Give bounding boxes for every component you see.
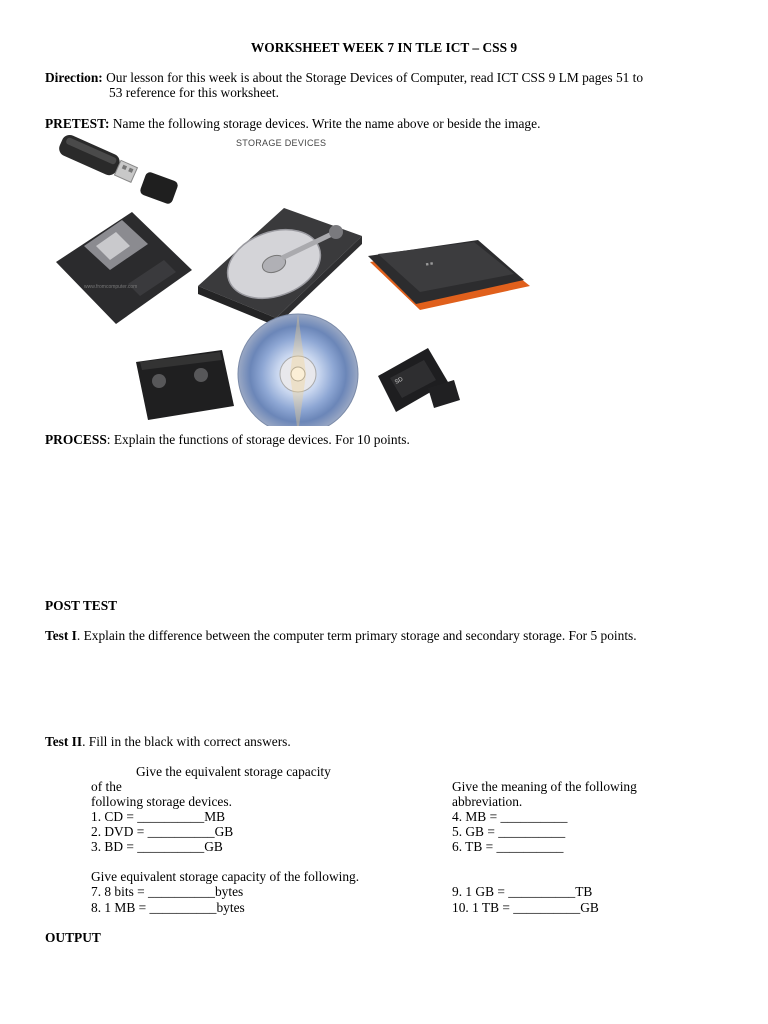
- usb-flash-drive-icon: [57, 134, 179, 205]
- hard-disk-drive-icon: [198, 208, 362, 326]
- item-gb: 5. GB = __________: [452, 824, 566, 839]
- item-cd: 1. CD = __________MB: [91, 809, 226, 824]
- direction-line2: 53 reference for this worksheet.: [109, 85, 279, 100]
- storage-devices-image: [44, 134, 534, 426]
- process-label: PROCESS: [45, 432, 107, 447]
- test1-line: [45, 628, 637, 644]
- direction-text: Our lesson for this week is about the Storage Devices of Computer, read ICT CSS 9 LM pages 51 to: [102, 70, 644, 85]
- figure-watermark: www.fromcomputer.com: [84, 284, 138, 290]
- process-text: : Explain the functions of storage devices. For 10 points.: [106, 432, 410, 447]
- left-heading-line1: Give the equivalent storage capacity: [136, 764, 331, 779]
- item-bd: 3. BD = __________GB: [91, 839, 223, 854]
- test2-text: . Fill in the black with correct answers.: [82, 734, 291, 749]
- item-1-gb: 9. 1 GB = __________TB: [452, 884, 593, 899]
- direction-line1: [45, 70, 643, 86]
- post-test-heading: POST TEST: [45, 598, 118, 613]
- test1-label: Test I: [45, 628, 77, 643]
- item-tb: 6. TB = __________: [452, 839, 564, 854]
- memory-card-icon: [378, 348, 460, 412]
- test2-line: [45, 734, 291, 750]
- direction-label: Direction:: [45, 70, 103, 85]
- left-heading-line2: of the: [91, 779, 122, 794]
- vhs-tape-icon: [136, 350, 234, 420]
- test1-text: . Explain the difference between the computer term primary storage and secondary storage. For 5 points.: [76, 628, 637, 643]
- right-heading-line2: abbreviation.: [452, 794, 523, 809]
- left-heading-line3: following storage devices.: [91, 794, 232, 809]
- figure-caption: STORAGE DEVICES: [236, 138, 327, 148]
- item-1-mb: 8. 1 MB = __________bytes: [91, 900, 245, 915]
- item-mb: 4. MB = __________: [452, 809, 568, 824]
- process-line: [45, 432, 410, 448]
- item-1-tb: 10. 1 TB = __________GB: [452, 900, 599, 915]
- test2-label: Test II: [45, 734, 83, 749]
- svg-text:■ ■: ■ ■: [425, 260, 434, 268]
- item-dvd: 2. DVD = __________GB: [91, 824, 234, 839]
- floppy-disk-icon: [56, 212, 192, 324]
- pretest-text: Name the following storage devices. Write the name above or beside the image.: [109, 116, 541, 131]
- pretest-line: [45, 116, 540, 132]
- bottom-heading: Give equivalent storage capacity of the following.: [91, 869, 360, 884]
- item-8-bits: 7. 8 bits = __________bytes: [91, 884, 244, 899]
- worksheet-title: WORKSHEET WEEK 7 IN TLE ICT – CSS 9: [250, 40, 518, 55]
- external-hard-drive-icon: [368, 240, 530, 310]
- right-heading-line1: Give the meaning of the following: [452, 779, 637, 794]
- optical-disc-icon: [238, 314, 358, 426]
- svg-text:SD: SD: [394, 376, 405, 386]
- pretest-label: PRETEST:: [45, 116, 110, 131]
- output-heading: OUTPUT: [45, 930, 101, 945]
